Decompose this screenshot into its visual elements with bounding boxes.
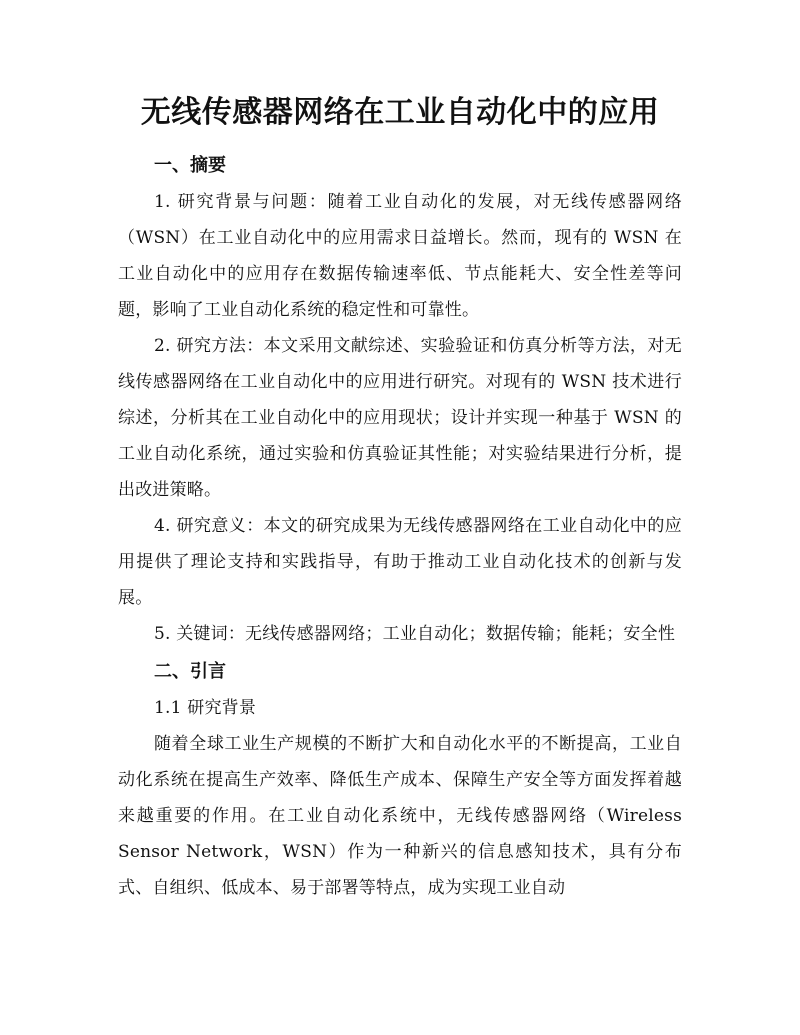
abstract-paragraph-significance: 4. 研究意义：本文的研究成果为无线传感器网络在工业自动化中的应用提供了理论支持和实践指导，有助于推动工业自动化技术的创新与发展。	[118, 516, 682, 608]
abstract-paragraph-keywords: 5. 关键词：无线传感器网络；工业自动化；数据传输；能耗；安全性	[154, 624, 676, 644]
section-heading-abstract: 一、摘要	[154, 155, 226, 176]
abstract-paragraph-background: 1. 研究背景与问题：随着工业自动化的发展，对无线传感器网络（WSN）在工业自动化中的应用需求日益增长。然而，现有的 WSN 在工业自动化中的应用存在数据传输速率低、节点能耗大、安全性差等问题，影响了工业自动化系统的稳定性和可靠性。	[118, 192, 682, 320]
subsection-heading-background: 1.1 研究背景	[154, 698, 257, 718]
introduction-paragraph: 随着全球工业生产规模的不断扩大和自动化水平的不断提高，工业自动化系统在提高生产效率、降低生产成本、保障生产安全等方面发挥着越来越重要的作用。在工业自动化系统中，无线传感器网络（Wireless Sensor Network，WSN）作为一种新兴的信息感知技术，具有分布式、自组织、低成本、易于部署等特点，成为实现工业自动	[118, 734, 682, 898]
section-heading-introduction: 二、引言	[154, 661, 226, 682]
abstract-paragraph-method: 2. 研究方法：本文采用文献综述、实验验证和仿真分析等方法，对无线传感器网络在工业自动化中的应用进行研究。对现有的 WSN 技术进行综述，分析其在工业自动化中的应用现状；设计并实现一种基于 WSN 的工业自动化系统，通过实验和仿真验证其性能；对实验结果进行分析，提出改进策略。	[118, 336, 682, 500]
document-title: 无线传感器网络在工业自动化中的应用	[140, 95, 660, 130]
